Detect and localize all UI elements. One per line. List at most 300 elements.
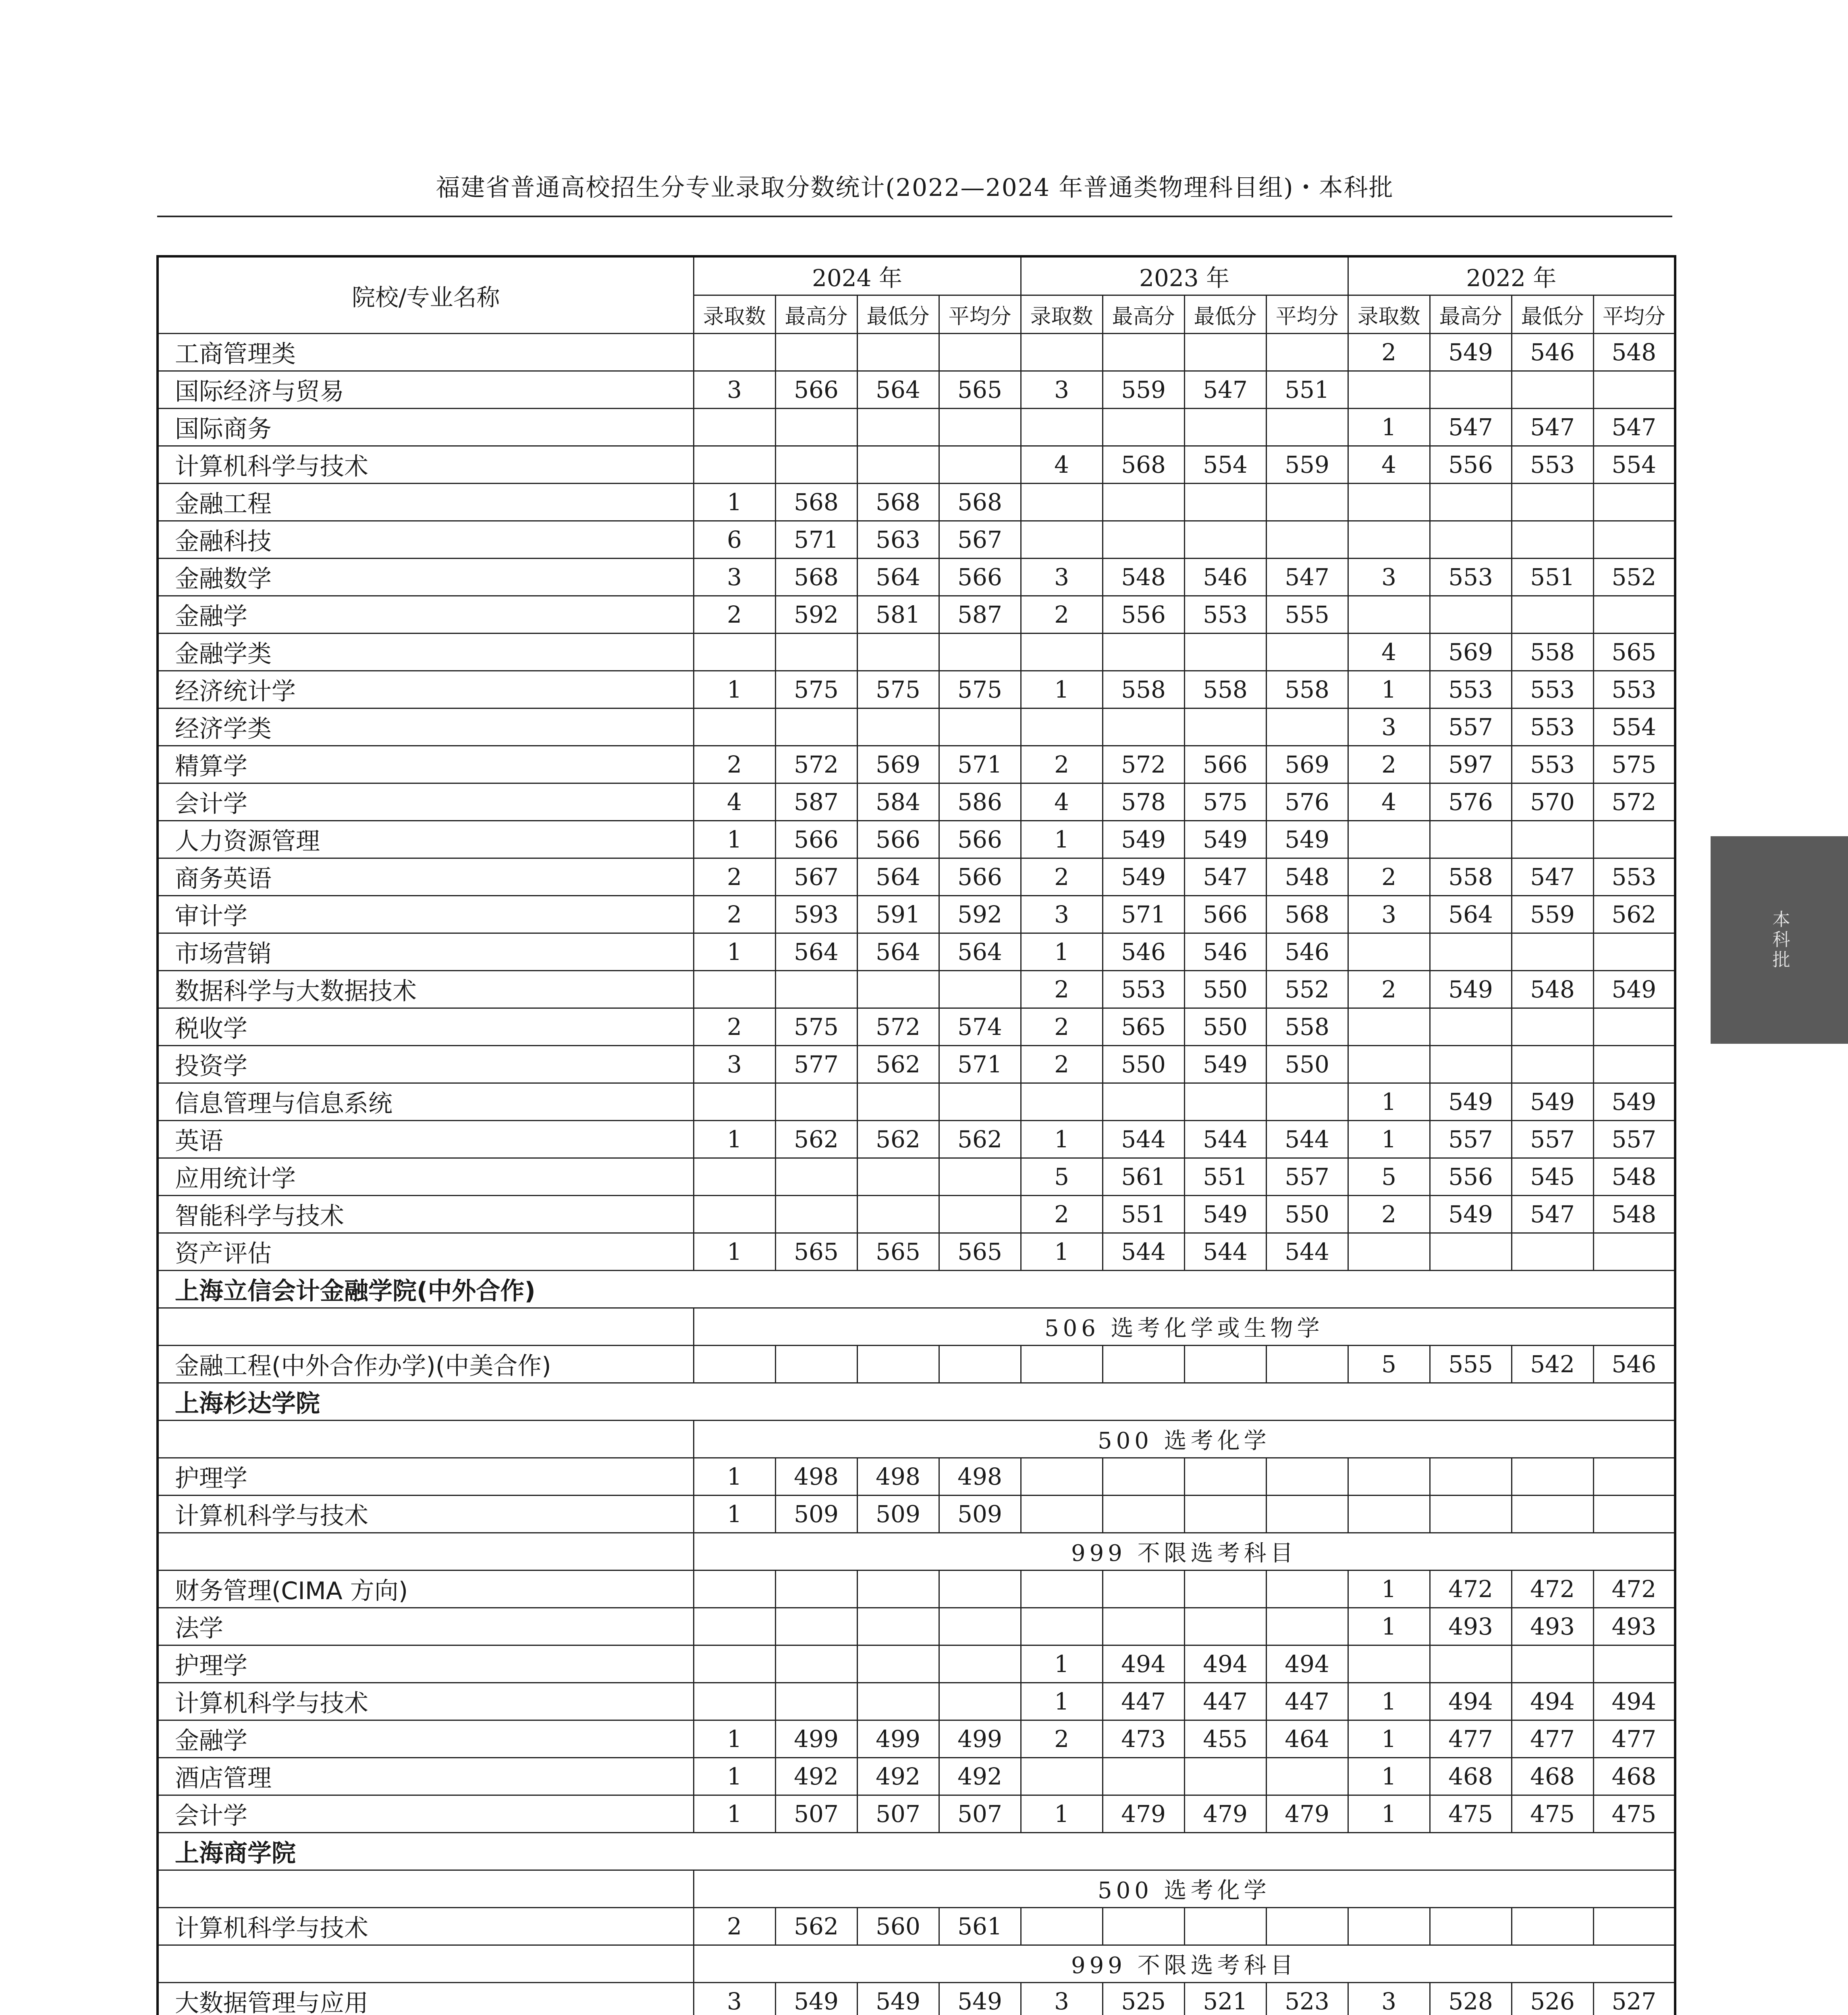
max-score-cell: 549: [1103, 821, 1184, 858]
count-cell: [1348, 1645, 1430, 1683]
major-row: [158, 559, 1675, 596]
count-cell: 3: [1348, 1983, 1430, 2015]
avg-score-cell: 558: [1266, 671, 1348, 708]
avg-score-cell: 499: [939, 1720, 1021, 1758]
min-score-cell: [857, 971, 939, 1008]
min-score-cell: [1184, 634, 1266, 671]
max-score-cell: 571: [1103, 896, 1184, 933]
max-score-cell: [1430, 1908, 1512, 1945]
min-score-cell: 547: [1184, 858, 1266, 896]
min-score-cell: 565: [857, 1233, 939, 1271]
avg-score-cell: [1266, 634, 1348, 671]
avg-score-cell: 565: [939, 371, 1021, 409]
subject-requirement: 506 选考化学或生物学: [694, 1308, 1675, 1346]
count-cell: 1: [1021, 1795, 1103, 1833]
column-header-name: 院校/专业名称: [158, 256, 694, 334]
min-score-cell: 546: [1184, 559, 1266, 596]
avg-score-cell: 447: [1266, 1683, 1348, 1720]
count-cell: [694, 1570, 775, 1608]
count-cell: [1021, 334, 1103, 371]
min-score-cell: [1512, 1496, 1593, 1533]
min-score-cell: 591: [857, 896, 939, 933]
empty-cell: [158, 1308, 694, 1346]
min-score-cell: 447: [1184, 1683, 1266, 1720]
subject-requirement-row: [158, 1533, 1675, 1570]
major-row: [158, 1158, 1675, 1196]
avg-score-cell: 587: [939, 596, 1021, 634]
min-score-cell: 507: [857, 1795, 939, 1833]
major-row: [158, 1908, 1675, 1945]
major-row: [158, 596, 1675, 634]
count-cell: [694, 1083, 775, 1121]
min-score-cell: 558: [1184, 671, 1266, 708]
count-cell: 1: [1021, 933, 1103, 971]
max-score-cell: 494: [1103, 1645, 1184, 1683]
empty-cell: [158, 1533, 694, 1570]
min-score-cell: 564: [857, 858, 939, 896]
max-score-cell: 556: [1430, 1158, 1512, 1196]
min-score-cell: 455: [1184, 1720, 1266, 1758]
avg-score-cell: 549: [939, 1983, 1021, 2015]
max-score-cell: 479: [1103, 1795, 1184, 1833]
min-score-cell: [1184, 521, 1266, 559]
max-score-cell: 571: [775, 521, 857, 559]
min-score-cell: [857, 334, 939, 371]
major-name: 金融数学: [158, 559, 694, 596]
avg-score-cell: [1593, 1046, 1675, 1083]
major-row: [158, 1046, 1675, 1083]
count-cell: 6: [694, 521, 775, 559]
major-row: [158, 484, 1675, 521]
count-cell: 1: [694, 484, 775, 521]
min-score-cell: [1512, 1046, 1593, 1083]
avg-score-cell: 592: [939, 896, 1021, 933]
max-score-cell: 549: [1430, 1083, 1512, 1121]
count-cell: 3: [1021, 559, 1103, 596]
min-score-cell: 564: [857, 371, 939, 409]
count-cell: [1021, 1908, 1103, 1945]
count-cell: [1348, 933, 1430, 971]
min-score-cell: 584: [857, 783, 939, 821]
column-header-avg: 平均分: [1593, 295, 1675, 334]
avg-score-cell: 498: [939, 1458, 1021, 1496]
major-name: 英语: [158, 1121, 694, 1158]
avg-score-cell: 551: [1266, 371, 1348, 409]
column-header-count: 录取数: [1348, 295, 1430, 334]
count-cell: [694, 1683, 775, 1720]
count-cell: [694, 1645, 775, 1683]
max-score-cell: [1430, 1046, 1512, 1083]
subject-requirement-row: [158, 1308, 1675, 1346]
max-score-cell: [1103, 1083, 1184, 1121]
major-name: 会计学: [158, 783, 694, 821]
avg-score-cell: 492: [939, 1758, 1021, 1795]
column-header-max: 最高分: [1430, 295, 1512, 334]
count-cell: 4: [1348, 446, 1430, 484]
max-score-cell: 587: [775, 783, 857, 821]
count-cell: 3: [1021, 1983, 1103, 2015]
min-score-cell: [1184, 1758, 1266, 1795]
major-row: [158, 1683, 1675, 1720]
count-cell: 1: [1348, 1795, 1430, 1833]
max-score-cell: 558: [1103, 671, 1184, 708]
count-cell: 4: [1021, 783, 1103, 821]
count-cell: 4: [1348, 783, 1430, 821]
count-cell: [1348, 521, 1430, 559]
major-row: [158, 708, 1675, 746]
avg-score-cell: 464: [1266, 1720, 1348, 1758]
min-score-cell: [1184, 1608, 1266, 1645]
max-score-cell: [775, 1083, 857, 1121]
count-cell: 5: [1348, 1346, 1430, 1383]
max-score-cell: 568: [775, 484, 857, 521]
major-row: [158, 1008, 1675, 1046]
major-row: [158, 1720, 1675, 1758]
avg-score-cell: 494: [1266, 1645, 1348, 1683]
max-score-cell: [1430, 1008, 1512, 1046]
avg-score-cell: [1266, 334, 1348, 371]
max-score-cell: 544: [1103, 1233, 1184, 1271]
max-score-cell: [775, 1645, 857, 1683]
school-name: 上海商学院: [158, 1833, 1675, 1870]
min-score-cell: 479: [1184, 1795, 1266, 1833]
major-name: 护理学: [158, 1645, 694, 1683]
count-cell: [694, 1346, 775, 1383]
column-header-count: 录取数: [1021, 295, 1103, 334]
subject-requirement: 500 选考化学: [694, 1870, 1675, 1908]
count-cell: 1: [1021, 1645, 1103, 1683]
avg-score-cell: 546: [1593, 1346, 1675, 1383]
avg-score-cell: 548: [1593, 1196, 1675, 1233]
count-cell: 2: [1021, 746, 1103, 783]
min-score-cell: [1512, 484, 1593, 521]
major-row: [158, 446, 1675, 484]
count-cell: 3: [1348, 708, 1430, 746]
min-score-cell: [1184, 1083, 1266, 1121]
count-cell: 1: [694, 1496, 775, 1533]
max-score-cell: [1103, 1458, 1184, 1496]
min-score-cell: [1512, 371, 1593, 409]
avg-score-cell: [939, 1346, 1021, 1383]
major-row: [158, 521, 1675, 559]
avg-score-cell: 576: [1266, 783, 1348, 821]
avg-score-cell: [1593, 1233, 1675, 1271]
max-score-cell: [1430, 933, 1512, 971]
min-score-cell: [1184, 484, 1266, 521]
table-body: [158, 334, 1675, 2015]
count-cell: 3: [1021, 896, 1103, 933]
avg-score-cell: 472: [1593, 1570, 1675, 1608]
max-score-cell: 475: [1430, 1795, 1512, 1833]
avg-score-cell: [939, 1683, 1021, 1720]
min-score-cell: 575: [1184, 783, 1266, 821]
avg-score-cell: 559: [1266, 446, 1348, 484]
avg-score-cell: 571: [939, 1046, 1021, 1083]
count-cell: [1348, 484, 1430, 521]
count-cell: 1: [1021, 821, 1103, 858]
min-score-cell: [1512, 521, 1593, 559]
min-score-cell: 547: [1184, 371, 1266, 409]
count-cell: 2: [1348, 746, 1430, 783]
min-score-cell: 553: [1512, 746, 1593, 783]
max-score-cell: 553: [1103, 971, 1184, 1008]
count-cell: 2: [1021, 1046, 1103, 1083]
count-cell: 4: [694, 783, 775, 821]
major-row: [158, 334, 1675, 371]
max-score-cell: 544: [1103, 1121, 1184, 1158]
min-score-cell: 560: [857, 1908, 939, 1945]
max-score-cell: 562: [775, 1908, 857, 1945]
avg-score-cell: [939, 1570, 1021, 1608]
major-name: 护理学: [158, 1458, 694, 1496]
min-score-cell: [1184, 1496, 1266, 1533]
avg-score-cell: 477: [1593, 1720, 1675, 1758]
avg-score-cell: 568: [1266, 896, 1348, 933]
major-row: [158, 1233, 1675, 1271]
min-score-cell: 569: [857, 746, 939, 783]
min-score-cell: 509: [857, 1496, 939, 1533]
min-score-cell: 572: [857, 1008, 939, 1046]
avg-score-cell: [939, 708, 1021, 746]
major-row: [158, 1083, 1675, 1121]
avg-score-cell: 565: [939, 1233, 1021, 1271]
max-score-cell: [775, 409, 857, 446]
max-score-cell: 557: [1430, 708, 1512, 746]
max-score-cell: [775, 1158, 857, 1196]
count-cell: [1348, 371, 1430, 409]
max-score-cell: 568: [775, 559, 857, 596]
major-name: 财务管理(CIMA 方向): [158, 1570, 694, 1608]
max-score-cell: 549: [1103, 858, 1184, 896]
min-score-cell: 549: [1184, 1196, 1266, 1233]
subject-requirement-row: [158, 1870, 1675, 1908]
count-cell: 1: [1021, 1683, 1103, 1720]
count-cell: 1: [694, 1121, 775, 1158]
major-name: 市场营销: [158, 933, 694, 971]
avg-score-cell: 554: [1593, 446, 1675, 484]
major-row: [158, 858, 1675, 896]
avg-score-cell: [1593, 484, 1675, 521]
min-score-cell: [1512, 1458, 1593, 1496]
avg-score-cell: [939, 634, 1021, 671]
column-header-min: 最低分: [857, 295, 939, 334]
max-score-cell: 550: [1103, 1046, 1184, 1083]
major-row: [158, 896, 1675, 933]
major-row: [158, 409, 1675, 446]
major-name: 税收学: [158, 1008, 694, 1046]
max-score-cell: 575: [775, 1008, 857, 1046]
count-cell: [694, 1196, 775, 1233]
max-score-cell: [775, 1346, 857, 1383]
min-score-cell: 477: [1512, 1720, 1593, 1758]
max-score-cell: [1430, 1496, 1512, 1533]
avg-score-cell: 572: [1593, 783, 1675, 821]
min-score-cell: [1184, 708, 1266, 746]
max-score-cell: [1430, 1458, 1512, 1496]
max-score-cell: 553: [1430, 671, 1512, 708]
max-score-cell: 564: [1430, 896, 1512, 933]
major-row: [158, 783, 1675, 821]
count-cell: [694, 1608, 775, 1645]
max-score-cell: 556: [1430, 446, 1512, 484]
min-score-cell: 468: [1512, 1758, 1593, 1795]
min-score-cell: [1184, 1908, 1266, 1945]
count-cell: [1348, 1233, 1430, 1271]
avg-score-cell: 548: [1593, 1158, 1675, 1196]
major-name: 资产评估: [158, 1233, 694, 1271]
avg-score-cell: 558: [1266, 1008, 1348, 1046]
count-cell: 2: [1348, 971, 1430, 1008]
avg-score-cell: [1593, 521, 1675, 559]
avg-score-cell: 566: [939, 559, 1021, 596]
avg-score-cell: 494: [1593, 1683, 1675, 1720]
avg-score-cell: 550: [1266, 1196, 1348, 1233]
avg-score-cell: [939, 409, 1021, 446]
count-cell: [1021, 1608, 1103, 1645]
header-row-years: [158, 256, 1675, 295]
avg-score-cell: [1266, 1458, 1348, 1496]
max-score-cell: 566: [775, 371, 857, 409]
max-score-cell: [775, 446, 857, 484]
major-name: 计算机科学与技术: [158, 1496, 694, 1533]
count-cell: 4: [1021, 446, 1103, 484]
avg-score-cell: [939, 1645, 1021, 1683]
min-score-cell: 562: [857, 1121, 939, 1158]
max-score-cell: 509: [775, 1496, 857, 1533]
max-score-cell: [1430, 371, 1512, 409]
subject-requirement-row: [158, 1945, 1675, 1983]
max-score-cell: 559: [1103, 371, 1184, 409]
major-name: 人力资源管理: [158, 821, 694, 858]
major-row: [158, 371, 1675, 409]
major-name: 经济学类: [158, 708, 694, 746]
count-cell: 3: [1021, 371, 1103, 409]
count-cell: 2: [1021, 1720, 1103, 1758]
min-score-cell: [1512, 821, 1593, 858]
min-score-cell: 547: [1512, 858, 1593, 896]
min-score-cell: 549: [1184, 1046, 1266, 1083]
max-score-cell: 499: [775, 1720, 857, 1758]
avg-score-cell: [939, 1083, 1021, 1121]
count-cell: 1: [1348, 1720, 1430, 1758]
max-score-cell: [1103, 1496, 1184, 1533]
count-cell: [1021, 409, 1103, 446]
min-score-cell: [1512, 596, 1593, 634]
column-header-min: 最低分: [1512, 295, 1593, 334]
min-score-cell: [1184, 409, 1266, 446]
min-score-cell: 581: [857, 596, 939, 634]
column-header-year-2022: 2022 年: [1348, 256, 1675, 295]
min-score-cell: 547: [1512, 1196, 1593, 1233]
avg-score-cell: 569: [1266, 746, 1348, 783]
avg-score-cell: [1266, 1908, 1348, 1945]
avg-score-cell: 479: [1266, 1795, 1348, 1833]
empty-cell: [158, 1870, 694, 1908]
min-score-cell: 570: [1512, 783, 1593, 821]
major-name: 会计学: [158, 1795, 694, 1833]
count-cell: [1021, 521, 1103, 559]
count-cell: 2: [1021, 1196, 1103, 1233]
major-name: 应用统计学: [158, 1158, 694, 1196]
count-cell: [1021, 484, 1103, 521]
min-score-cell: 575: [857, 671, 939, 708]
major-name: 金融学: [158, 1720, 694, 1758]
empty-cell: [158, 1945, 694, 1983]
max-score-cell: 549: [1430, 1196, 1512, 1233]
avg-score-cell: [1266, 1570, 1348, 1608]
avg-score-cell: 548: [1266, 858, 1348, 896]
min-score-cell: 498: [857, 1458, 939, 1496]
major-name: 国际商务: [158, 409, 694, 446]
count-cell: 1: [694, 1758, 775, 1795]
min-score-cell: [1512, 1233, 1593, 1271]
max-score-cell: 566: [775, 821, 857, 858]
max-score-cell: [775, 1570, 857, 1608]
header-rule: [157, 216, 1672, 217]
avg-score-cell: 468: [1593, 1758, 1675, 1795]
min-score-cell: [1184, 334, 1266, 371]
avg-score-cell: [1266, 1496, 1348, 1533]
avg-score-cell: [1593, 1496, 1675, 1533]
count-cell: 3: [694, 371, 775, 409]
min-score-cell: [857, 1158, 939, 1196]
min-score-cell: [1184, 1570, 1266, 1608]
max-score-cell: [1103, 1608, 1184, 1645]
avg-score-cell: 555: [1266, 596, 1348, 634]
count-cell: 2: [1021, 596, 1103, 634]
max-score-cell: 575: [775, 671, 857, 708]
max-score-cell: 468: [1430, 1758, 1512, 1795]
subject-requirement-row: [158, 1421, 1675, 1458]
page-header: 福建省普通高校招生分专业录取分数统计(2022—2024 年普通类物理科目组)・本科批: [436, 174, 1394, 202]
max-score-cell: 565: [1103, 1008, 1184, 1046]
avg-score-cell: [939, 1158, 1021, 1196]
min-score-cell: [1512, 933, 1593, 971]
count-cell: [1348, 1458, 1430, 1496]
max-score-cell: 558: [1430, 858, 1512, 896]
min-score-cell: 553: [1512, 708, 1593, 746]
max-score-cell: 577: [775, 1046, 857, 1083]
avg-score-cell: 509: [939, 1496, 1021, 1533]
max-score-cell: [1103, 634, 1184, 671]
avg-score-cell: [939, 446, 1021, 484]
count-cell: 3: [694, 559, 775, 596]
count-cell: 4: [1348, 634, 1430, 671]
min-score-cell: [857, 1608, 939, 1645]
count-cell: [694, 708, 775, 746]
min-score-cell: 566: [1184, 746, 1266, 783]
avg-score-cell: [939, 1196, 1021, 1233]
max-score-cell: 472: [1430, 1570, 1512, 1608]
avg-score-cell: 544: [1266, 1121, 1348, 1158]
max-score-cell: 593: [775, 896, 857, 933]
min-score-cell: 542: [1512, 1346, 1593, 1383]
school-row: [158, 1833, 1675, 1870]
major-name: 精算学: [158, 746, 694, 783]
count-cell: 2: [1021, 858, 1103, 896]
major-row: [158, 1570, 1675, 1608]
max-score-cell: [775, 1608, 857, 1645]
count-cell: 1: [694, 1233, 775, 1271]
count-cell: 3: [694, 1983, 775, 2015]
avg-score-cell: [1593, 1008, 1675, 1046]
column-header-max: 最高分: [1103, 295, 1184, 334]
max-score-cell: 528: [1430, 1983, 1512, 2015]
avg-score-cell: 561: [939, 1908, 1021, 1945]
subject-requirement: 500 选考化学: [694, 1421, 1675, 1458]
count-cell: 3: [1348, 559, 1430, 596]
max-score-cell: [1430, 1233, 1512, 1271]
